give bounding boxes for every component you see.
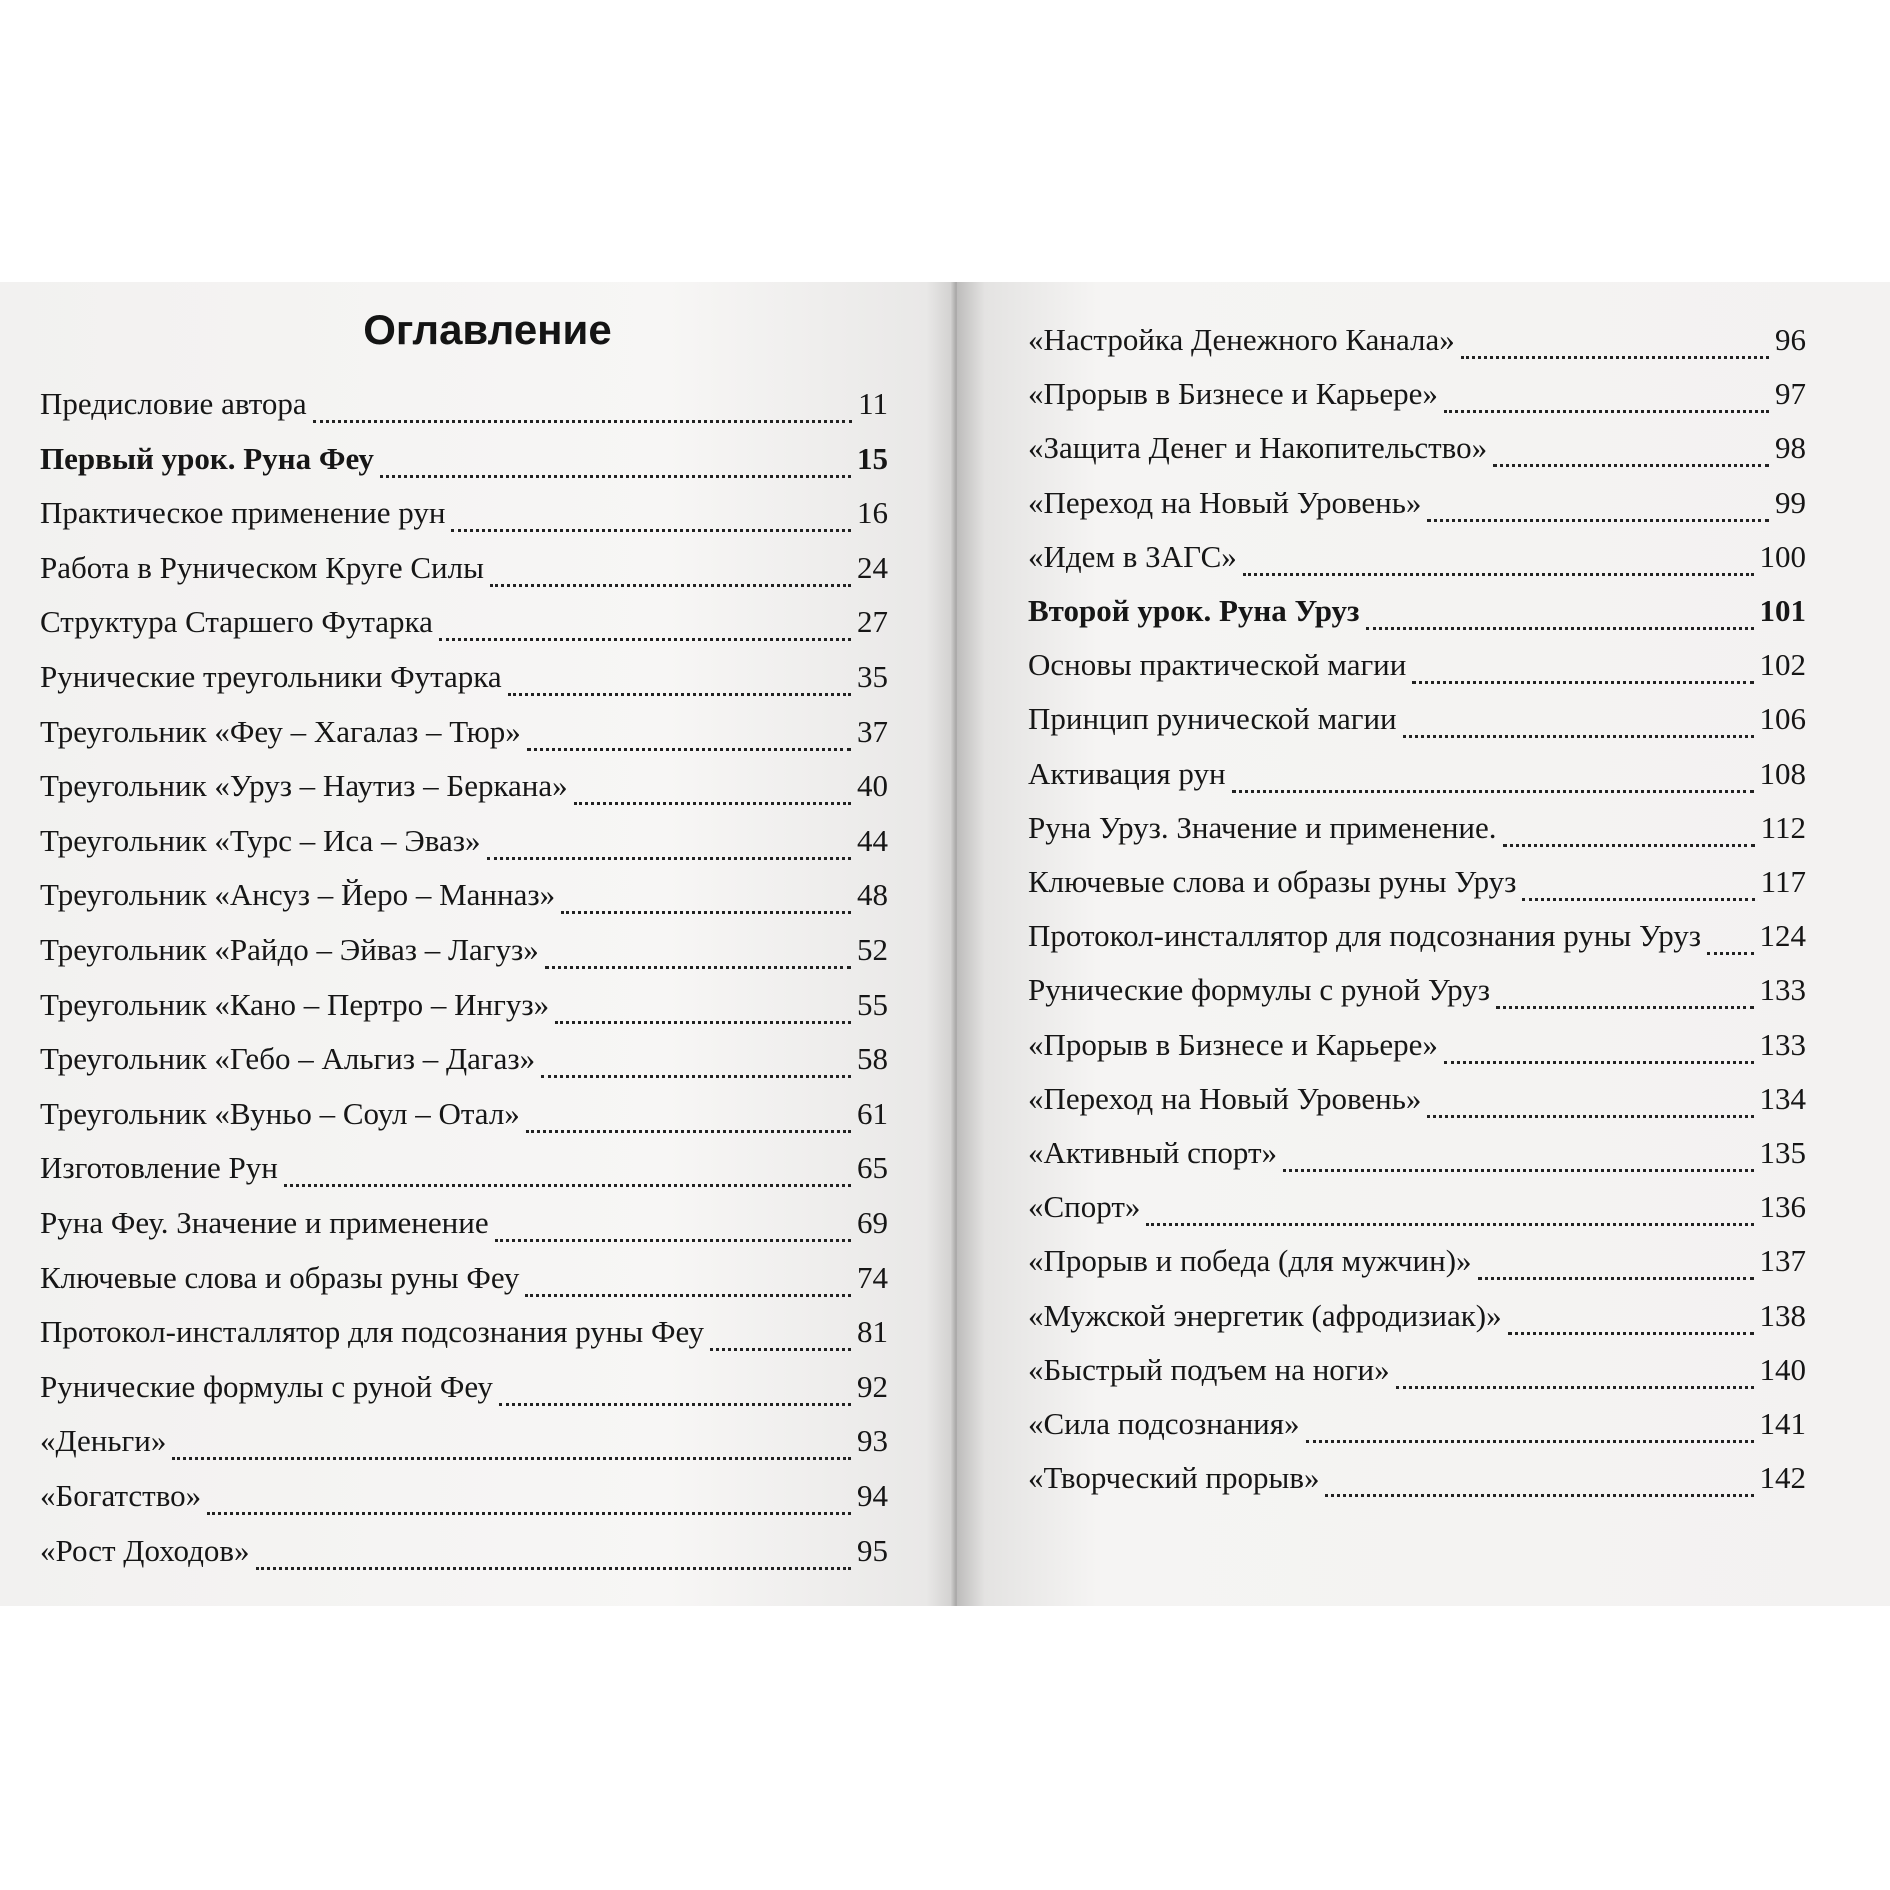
dot-leader — [1243, 573, 1754, 576]
dot-leader — [545, 966, 851, 969]
toc-entry-title: Треугольник «Ансуз – Йеро – Манназ» — [40, 877, 556, 913]
toc-entry — [40, 604, 888, 650]
toc-entry — [40, 1150, 888, 1196]
toc-entry-title: Практическое применение рун — [40, 495, 446, 531]
toc-entry-page-number: 97 — [1775, 376, 1806, 412]
toc-entry-page-number: 95 — [857, 1532, 888, 1568]
toc-entry-page-number: 135 — [1759, 1135, 1806, 1170]
toc-entry-page-number: 137 — [1759, 1243, 1806, 1279]
dot-leader — [313, 420, 853, 423]
toc-entry-page-number: 108 — [1759, 755, 1806, 791]
toc-entry — [1028, 1135, 1806, 1181]
toc-entry-page-number: 94 — [857, 1478, 888, 1513]
toc-entry — [40, 1041, 888, 1087]
toc-entry-title: Рунические формулы с руной Уруз — [1028, 972, 1490, 1008]
toc-entry — [40, 441, 888, 487]
toc-entry — [40, 1423, 888, 1469]
dot-leader — [1503, 844, 1755, 847]
toc-entry-page-number: 16 — [857, 495, 888, 531]
toc-entry-title: «Идем в ЗАГС» — [1028, 538, 1237, 574]
toc-entry — [1028, 1460, 1806, 1506]
dot-leader — [1496, 1006, 1754, 1009]
toc-entry-title: Активация рун — [1028, 755, 1226, 791]
dot-leader — [1427, 1115, 1753, 1118]
dot-leader — [1461, 356, 1769, 359]
toc-entry-title: «Прорыв в Бизнесе и Карьере» — [1028, 1026, 1438, 1062]
toc-entry-page-number: 44 — [857, 822, 888, 858]
toc-entry-title: Структура Старшего Футарка — [40, 604, 433, 640]
dot-leader — [1412, 681, 1753, 684]
toc-entry-page-number: 100 — [1759, 538, 1806, 574]
toc-entry-title: Руна Уруз. Значение и применение. — [1028, 809, 1497, 845]
toc-entry-title: «Рост Доходов» — [40, 1532, 250, 1568]
dot-leader — [1366, 627, 1754, 630]
toc-entry-title: Рунические треугольники Футарка — [40, 659, 502, 694]
toc-entry — [1028, 810, 1806, 856]
toc-entry-title: «Переход на Новый Уровень» — [1028, 1080, 1422, 1116]
dot-leader — [1508, 1332, 1754, 1335]
toc-entry — [40, 386, 888, 432]
toc-entry-title: «Прорыв и победа (для мужчин)» — [1028, 1243, 1472, 1279]
dot-leader — [1493, 464, 1769, 467]
toc-entry-page-number: 133 — [1759, 972, 1806, 1008]
toc-entry-page-number: 74 — [857, 1259, 888, 1295]
dot-leader — [1325, 1494, 1753, 1497]
toc-entry-page-number: 92 — [857, 1368, 888, 1404]
toc-entry-page-number: 52 — [857, 932, 888, 967]
toc-entry-page-number: 112 — [1760, 809, 1806, 845]
toc-entry — [40, 1478, 888, 1524]
dot-leader — [1522, 898, 1754, 901]
toc-entry-title: Треугольник «Кано – Пертро – Ингуз» — [40, 986, 550, 1022]
toc-entry-title: Принцип рунической магии — [1028, 701, 1397, 737]
book-spread — [0, 282, 1890, 1606]
dot-leader — [1403, 735, 1754, 738]
toc-entry — [40, 714, 888, 760]
dot-leader — [1707, 952, 1753, 955]
toc-entry-page-number: 55 — [857, 986, 888, 1022]
toc-entry — [40, 659, 888, 705]
toc-entry-page-number: 106 — [1759, 701, 1806, 737]
dot-leader — [1283, 1169, 1753, 1172]
toc-entry — [1028, 430, 1806, 476]
toc-entry — [40, 877, 888, 923]
toc-entry-title: Первый урок. Руна Феу — [40, 440, 374, 476]
dot-leader — [1396, 1386, 1754, 1389]
toc-entry-title: Работа в Руническом Круге Силы — [40, 549, 484, 585]
dot-leader — [1478, 1277, 1754, 1280]
toc-entry-title: «Защита Денег и Накопительство» — [1028, 430, 1488, 466]
toc-entry-page-number: 37 — [857, 713, 888, 749]
toc-entry — [1028, 1189, 1806, 1235]
toc-entry-page-number: 81 — [857, 1314, 888, 1350]
toc-entry-title: «Переход на Новый Уровень» — [1028, 484, 1422, 520]
dot-leader — [710, 1348, 851, 1351]
toc-entry-page-number: 24 — [857, 549, 888, 585]
right-page — [957, 282, 1890, 1606]
dot-leader — [574, 802, 851, 805]
toc-entry — [40, 1205, 888, 1251]
toc-entry-title: Треугольник «Вуньо – Соул – Отал» — [40, 1095, 520, 1131]
toc-entry-title: Основы практической магии — [1028, 647, 1407, 683]
toc-entry-page-number: 96 — [1775, 322, 1806, 357]
toc-entry-page-number: 134 — [1759, 1080, 1806, 1116]
toc-entry-page-number: 133 — [1759, 1026, 1806, 1062]
toc-entry-title: «Сила подсознания» — [1028, 1406, 1300, 1441]
toc-entry-title: Рунические формулы с руной Феу — [40, 1368, 493, 1404]
dot-leader — [1444, 410, 1769, 413]
toc-entry-page-number: 141 — [1759, 1406, 1806, 1441]
dot-leader — [495, 1239, 851, 1242]
toc-entry — [1028, 485, 1806, 531]
toc-entry-page-number: 124 — [1759, 918, 1806, 954]
toc-entry — [1028, 322, 1806, 368]
toc-entry-title: Предисловие автора — [40, 386, 307, 421]
dot-leader — [207, 1512, 851, 1515]
toc-entry — [40, 768, 888, 814]
toc-entry — [1028, 593, 1806, 639]
left-page — [0, 282, 955, 1606]
toc-entry-page-number: 142 — [1759, 1460, 1806, 1496]
toc-entry-page-number: 58 — [857, 1041, 888, 1077]
toc-entry-page-number: 15 — [857, 440, 888, 476]
toc-entry — [1028, 1406, 1806, 1452]
dot-leader — [1146, 1223, 1753, 1226]
toc-entry-title: Треугольник «Гебо – Альгиз – Дагаз» — [40, 1041, 536, 1077]
dot-leader — [525, 1294, 851, 1297]
dot-leader — [541, 1075, 851, 1078]
toc-entry-page-number: 48 — [857, 877, 888, 913]
page-title: Оглавление — [363, 306, 612, 353]
toc-entry — [40, 823, 888, 869]
toc-entry — [40, 1533, 888, 1579]
toc-entry-page-number: 98 — [1775, 430, 1806, 466]
toc-entry-title: Треугольник «Феу – Хагалаз – Тюр» — [40, 713, 521, 749]
dot-leader — [526, 1130, 851, 1133]
toc-entry-title: Протокол-инсталлятор для подсознания руны Уруз — [1028, 918, 1702, 954]
toc-entry-page-number: 93 — [857, 1423, 888, 1459]
dot-leader — [1427, 519, 1769, 522]
toc-entry-page-number: 138 — [1759, 1297, 1806, 1333]
toc-entry-page-number: 102 — [1759, 647, 1806, 683]
toc-entry-page-number: 69 — [857, 1205, 888, 1240]
dot-leader — [1306, 1440, 1754, 1443]
toc-entry-title: Ключевые слова и образы руны Уруз — [1028, 864, 1517, 899]
dot-leader — [1444, 1061, 1754, 1064]
toc-entry-title: «Мужской энергетик (афродизиак)» — [1028, 1297, 1502, 1333]
dot-leader — [561, 911, 851, 914]
toc-entry-page-number: 11 — [858, 386, 888, 421]
toc-entry — [40, 1369, 888, 1415]
toc-entry — [1028, 918, 1806, 964]
toc-entry-title: Треугольник «Уруз – Наутиз – Беркана» — [40, 768, 568, 804]
toc-entry-title: Треугольник «Райдо – Эйваз – Лагуз» — [40, 932, 539, 967]
toc-entry-page-number: 65 — [857, 1150, 888, 1186]
toc-entry — [1028, 1243, 1806, 1289]
toc-entry-title: «Активный спорт» — [1028, 1135, 1278, 1170]
dot-leader — [555, 1021, 851, 1024]
toc-entry-title: «Прорыв в Бизнесе и Карьере» — [1028, 376, 1438, 412]
toc-entry — [1028, 539, 1806, 585]
toc-entry-title: «Спорт» — [1028, 1189, 1141, 1225]
toc-entry — [1028, 701, 1806, 747]
toc-entry-title: Треугольник «Турс – Иса – Эваз» — [40, 822, 481, 858]
toc-entry — [1028, 864, 1806, 910]
toc-entry-title: «Творческий прорыв» — [1028, 1460, 1320, 1496]
toc-entry-title: Руна Феу. Значение и применение — [40, 1205, 489, 1240]
dot-leader — [499, 1403, 851, 1406]
dot-leader — [527, 748, 851, 751]
toc-entry — [1028, 972, 1806, 1018]
toc-entry — [1028, 376, 1806, 422]
toc-entry-page-number: 35 — [857, 659, 888, 694]
toc-entry — [1028, 1081, 1806, 1127]
toc-entry — [40, 1096, 888, 1142]
toc-entry-page-number: 27 — [857, 604, 888, 640]
toc-entry-title: «Настройка Денежного Канала» — [1028, 322, 1455, 357]
toc-entry — [40, 1314, 888, 1360]
dot-leader — [439, 638, 851, 641]
toc-entry — [1028, 756, 1806, 802]
toc-entry — [40, 495, 888, 541]
dot-leader — [284, 1184, 851, 1187]
toc-entry — [40, 550, 888, 596]
toc-entry-title: «Деньги» — [40, 1423, 167, 1459]
toc-entry — [1028, 1352, 1806, 1398]
toc-entry-page-number: 117 — [1760, 864, 1806, 899]
toc-entry — [1028, 647, 1806, 693]
dot-leader — [380, 475, 851, 478]
toc-entry-page-number: 101 — [1759, 593, 1806, 628]
toc-entry — [1028, 1298, 1806, 1344]
toc-entry-page-number: 40 — [857, 768, 888, 804]
dot-leader — [487, 857, 851, 860]
toc-entry-page-number: 61 — [857, 1095, 888, 1131]
dot-leader — [451, 529, 851, 532]
toc-entry-title: «Богатство» — [40, 1478, 202, 1513]
toc-entry-title: Второй урок. Руна Уруз — [1028, 593, 1360, 628]
dot-leader — [172, 1457, 851, 1460]
toc-entry — [40, 932, 888, 978]
dot-leader — [508, 693, 851, 696]
toc-entry-page-number: 140 — [1759, 1351, 1806, 1387]
dot-leader — [490, 584, 851, 587]
toc-entry — [40, 1260, 888, 1306]
toc-entry — [40, 987, 888, 1033]
dot-leader — [1232, 790, 1754, 793]
toc-entry-page-number: 99 — [1775, 484, 1806, 520]
toc-entry — [1028, 1027, 1806, 1073]
toc-entry-title: Протокол-инсталлятор для подсознания руны Феу — [40, 1314, 704, 1350]
toc-entry-page-number: 136 — [1759, 1189, 1806, 1225]
dot-leader — [256, 1567, 851, 1570]
toc-entry-title: Ключевые слова и образы руны Феу — [40, 1259, 520, 1295]
toc-entry-title: «Быстрый подъем на ноги» — [1028, 1351, 1390, 1387]
toc-entry-title: Изготовление Рун — [40, 1150, 278, 1186]
